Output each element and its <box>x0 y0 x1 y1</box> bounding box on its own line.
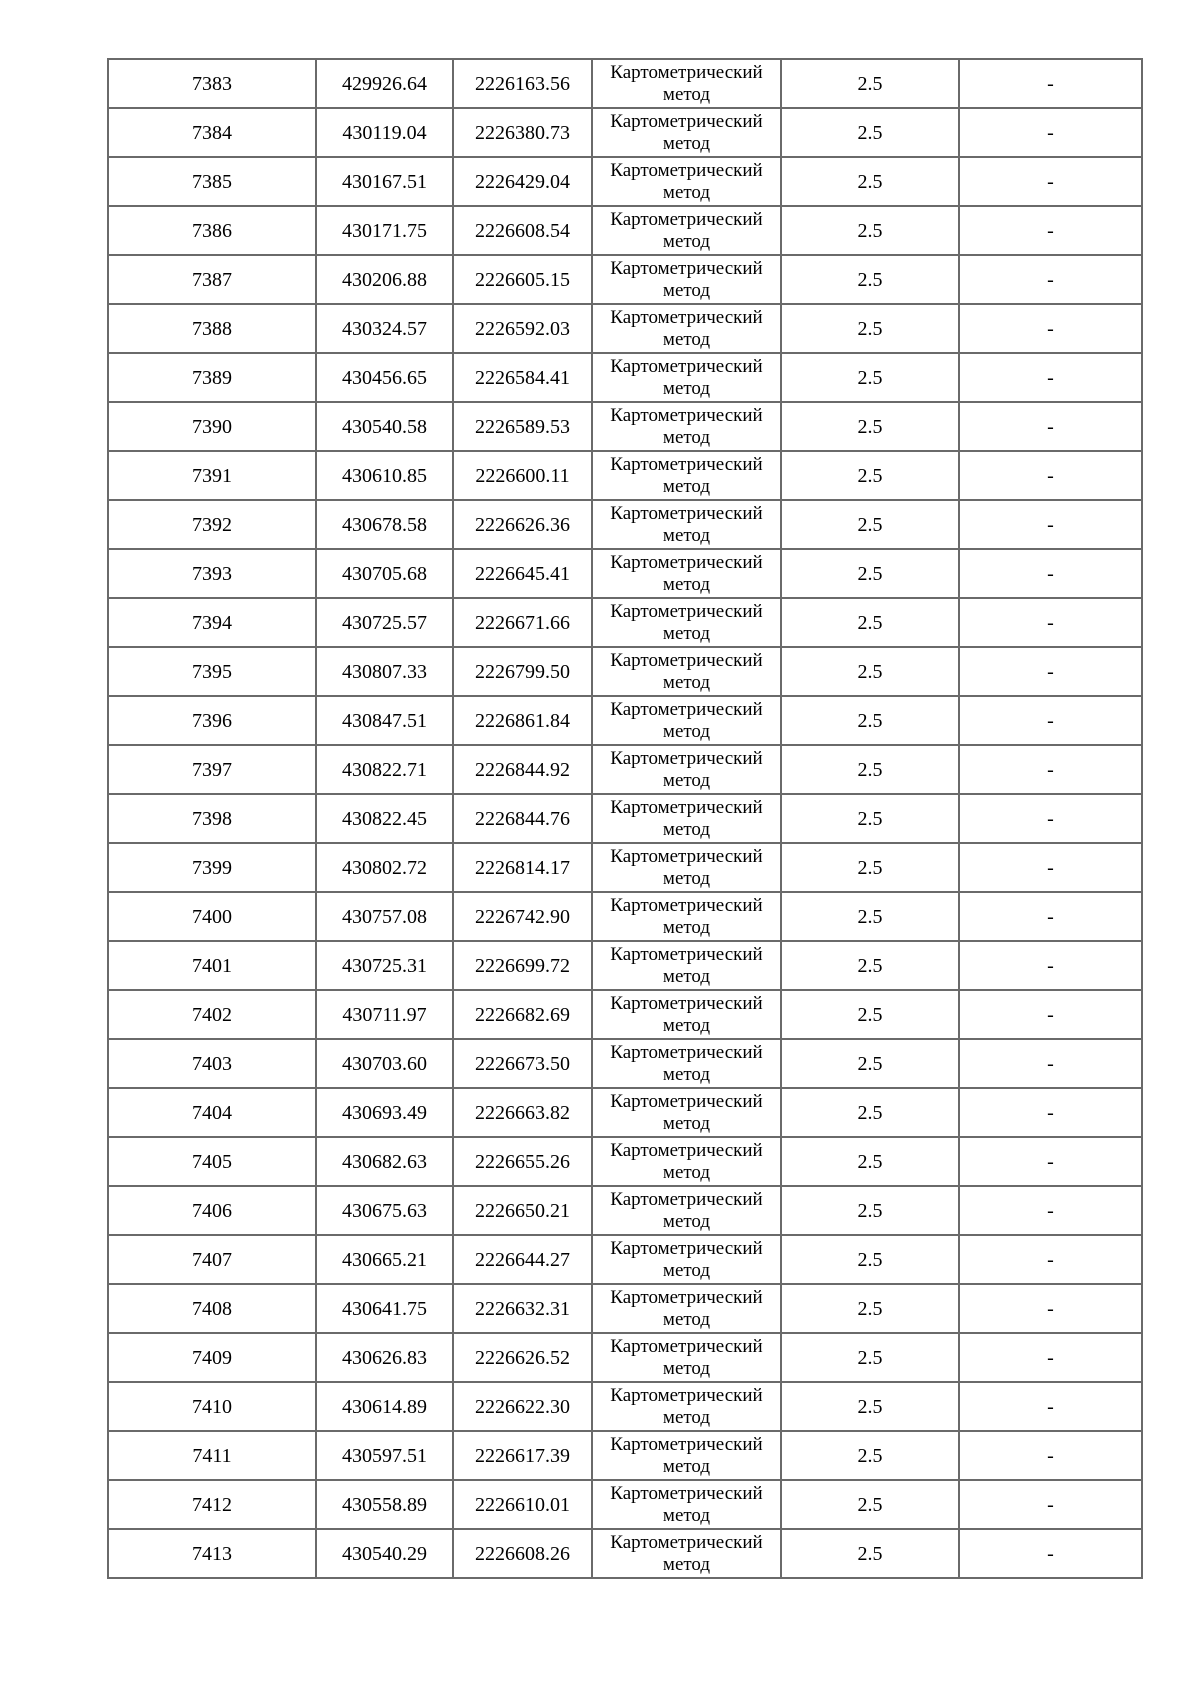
x-coordinate-cell: 430711.97 <box>316 990 453 1039</box>
note-cell: - <box>959 1284 1142 1333</box>
method-cell <box>592 206 781 255</box>
point-number-cell: 7384 <box>108 108 316 157</box>
note-cell: - <box>959 1333 1142 1382</box>
table-row <box>108 108 1142 157</box>
y-coordinate-cell: 2226605.15 <box>453 255 592 304</box>
y-coordinate-cell: 2226644.27 <box>453 1235 592 1284</box>
note-cell: - <box>959 157 1142 206</box>
y-coordinate-cell: 2226632.31 <box>453 1284 592 1333</box>
x-coordinate-cell: 430641.75 <box>316 1284 453 1333</box>
x-coordinate-cell: 430757.08 <box>316 892 453 941</box>
method-line-1: Картометрический <box>610 1090 763 1112</box>
table-row <box>108 1431 1142 1480</box>
method-cell <box>592 1529 781 1578</box>
method-line-1: Картометрический <box>610 404 763 426</box>
accuracy-cell: 2.5 <box>781 157 959 206</box>
y-coordinate-cell: 2226626.52 <box>453 1333 592 1382</box>
method-cell <box>592 255 781 304</box>
method-cell <box>592 1480 781 1529</box>
note-cell: - <box>959 1480 1142 1529</box>
method-cell <box>592 500 781 549</box>
method-line-2: метод <box>662 1014 711 1036</box>
method-cell <box>592 598 781 647</box>
x-coordinate-cell: 430665.21 <box>316 1235 453 1284</box>
point-number-cell: 7411 <box>108 1431 316 1480</box>
accuracy-cell: 2.5 <box>781 1529 959 1578</box>
x-coordinate-cell: 430540.29 <box>316 1529 453 1578</box>
note-cell: - <box>959 1039 1142 1088</box>
note-cell: - <box>959 990 1142 1039</box>
method-cell <box>592 1284 781 1333</box>
accuracy-cell: 2.5 <box>781 1039 959 1088</box>
note-cell: - <box>959 451 1142 500</box>
note-cell: - <box>959 745 1142 794</box>
method-line-2: метод <box>662 328 711 350</box>
table-row <box>108 157 1142 206</box>
x-coordinate-cell: 430206.88 <box>316 255 453 304</box>
method-cell <box>592 843 781 892</box>
coordinates-table <box>107 58 1143 1579</box>
method-line-2: метод <box>662 1259 711 1281</box>
x-coordinate-cell: 430822.71 <box>316 745 453 794</box>
x-coordinate-cell: 430802.72 <box>316 843 453 892</box>
method-line-2: метод <box>662 475 711 497</box>
y-coordinate-cell: 2226861.84 <box>453 696 592 745</box>
x-coordinate-cell: 430610.85 <box>316 451 453 500</box>
method-line-1: Картометрический <box>610 943 763 965</box>
y-coordinate-cell: 2226429.04 <box>453 157 592 206</box>
point-number-cell: 7397 <box>108 745 316 794</box>
method-line-1: Картометрический <box>610 1188 763 1210</box>
x-coordinate-cell: 430725.31 <box>316 941 453 990</box>
accuracy-cell: 2.5 <box>781 1480 959 1529</box>
method-line-2: метод <box>662 1553 711 1575</box>
table-row <box>108 892 1142 941</box>
y-coordinate-cell: 2226682.69 <box>453 990 592 1039</box>
table-row <box>108 255 1142 304</box>
x-coordinate-cell: 430705.68 <box>316 549 453 598</box>
method-line-2: метод <box>662 279 711 301</box>
accuracy-cell: 2.5 <box>781 59 959 108</box>
method-line-1: Картометрический <box>610 747 763 769</box>
method-cell <box>592 647 781 696</box>
x-coordinate-cell: 430693.49 <box>316 1088 453 1137</box>
coordinates-table-body <box>108 59 1142 1578</box>
accuracy-cell: 2.5 <box>781 1088 959 1137</box>
note-cell: - <box>959 892 1142 941</box>
note-cell: - <box>959 1382 1142 1431</box>
x-coordinate-cell: 430847.51 <box>316 696 453 745</box>
point-number-cell: 7398 <box>108 794 316 843</box>
table-row <box>108 500 1142 549</box>
accuracy-cell: 2.5 <box>781 549 959 598</box>
method-line-2: метод <box>662 524 711 546</box>
accuracy-cell: 2.5 <box>781 451 959 500</box>
point-number-cell: 7386 <box>108 206 316 255</box>
y-coordinate-cell: 2226380.73 <box>453 108 592 157</box>
point-number-cell: 7392 <box>108 500 316 549</box>
method-cell <box>592 1137 781 1186</box>
method-line-2: метод <box>662 83 711 105</box>
method-cell <box>592 1186 781 1235</box>
point-number-cell: 7401 <box>108 941 316 990</box>
y-coordinate-cell: 2226622.30 <box>453 1382 592 1431</box>
accuracy-cell: 2.5 <box>781 990 959 1039</box>
x-coordinate-cell: 430597.51 <box>316 1431 453 1480</box>
point-number-cell: 7396 <box>108 696 316 745</box>
point-number-cell: 7412 <box>108 1480 316 1529</box>
method-line-1: Картометрический <box>610 649 763 671</box>
accuracy-cell: 2.5 <box>781 108 959 157</box>
point-number-cell: 7387 <box>108 255 316 304</box>
table-row <box>108 1235 1142 1284</box>
accuracy-cell: 2.5 <box>781 1333 959 1382</box>
point-number-cell: 7402 <box>108 990 316 1039</box>
y-coordinate-cell: 2226650.21 <box>453 1186 592 1235</box>
method-line-2: метод <box>662 1357 711 1379</box>
point-number-cell: 7410 <box>108 1382 316 1431</box>
note-cell: - <box>959 1529 1142 1578</box>
point-number-cell: 7383 <box>108 59 316 108</box>
accuracy-cell: 2.5 <box>781 1137 959 1186</box>
note-cell: - <box>959 108 1142 157</box>
method-line-2: метод <box>662 1161 711 1183</box>
point-number-cell: 7391 <box>108 451 316 500</box>
method-cell <box>592 108 781 157</box>
note-cell: - <box>959 696 1142 745</box>
method-line-1: Картометрический <box>610 1237 763 1259</box>
y-coordinate-cell: 2226671.66 <box>453 598 592 647</box>
method-cell <box>592 157 781 206</box>
y-coordinate-cell: 2226584.41 <box>453 353 592 402</box>
table-row <box>108 451 1142 500</box>
table-row <box>108 353 1142 402</box>
table-row <box>108 304 1142 353</box>
method-line-1: Картометрический <box>610 992 763 1014</box>
point-number-cell: 7395 <box>108 647 316 696</box>
y-coordinate-cell: 2226655.26 <box>453 1137 592 1186</box>
y-coordinate-cell: 2226844.92 <box>453 745 592 794</box>
accuracy-cell: 2.5 <box>781 206 959 255</box>
table-row <box>108 598 1142 647</box>
method-line-2: метод <box>662 720 711 742</box>
method-cell <box>592 451 781 500</box>
y-coordinate-cell: 2226742.90 <box>453 892 592 941</box>
method-cell <box>592 1382 781 1431</box>
method-line-1: Картометрический <box>610 1286 763 1308</box>
method-line-1: Картометрический <box>610 894 763 916</box>
method-line-2: метод <box>662 1504 711 1526</box>
y-coordinate-cell: 2226663.82 <box>453 1088 592 1137</box>
note-cell: - <box>959 1137 1142 1186</box>
table-row <box>108 402 1142 451</box>
method-line-1: Картометрический <box>610 355 763 377</box>
point-number-cell: 7407 <box>108 1235 316 1284</box>
method-cell <box>592 304 781 353</box>
method-line-1: Картометрический <box>610 110 763 132</box>
method-cell <box>592 941 781 990</box>
point-number-cell: 7390 <box>108 402 316 451</box>
note-cell: - <box>959 549 1142 598</box>
method-cell <box>592 1333 781 1382</box>
method-line-1: Картометрический <box>610 502 763 524</box>
accuracy-cell: 2.5 <box>781 1431 959 1480</box>
table-row <box>108 1480 1142 1529</box>
method-line-2: метод <box>662 132 711 154</box>
method-line-1: Картометрический <box>610 453 763 475</box>
method-line-2: метод <box>662 230 711 252</box>
x-coordinate-cell: 430119.04 <box>316 108 453 157</box>
method-cell <box>592 745 781 794</box>
accuracy-cell: 2.5 <box>781 1284 959 1333</box>
y-coordinate-cell: 2226592.03 <box>453 304 592 353</box>
method-line-2: метод <box>662 1308 711 1330</box>
method-line-2: метод <box>662 1112 711 1134</box>
method-line-1: Картометрический <box>610 698 763 720</box>
y-coordinate-cell: 2226645.41 <box>453 549 592 598</box>
table-row <box>108 59 1142 108</box>
accuracy-cell: 2.5 <box>781 892 959 941</box>
y-coordinate-cell: 2226673.50 <box>453 1039 592 1088</box>
method-line-1: Картометрический <box>610 208 763 230</box>
method-cell <box>592 1235 781 1284</box>
method-cell <box>592 59 781 108</box>
method-line-1: Картометрический <box>610 551 763 573</box>
x-coordinate-cell: 430807.33 <box>316 647 453 696</box>
x-coordinate-cell: 430822.45 <box>316 794 453 843</box>
point-number-cell: 7403 <box>108 1039 316 1088</box>
note-cell: - <box>959 402 1142 451</box>
method-line-2: метод <box>662 426 711 448</box>
method-line-2: метод <box>662 622 711 644</box>
note-cell: - <box>959 206 1142 255</box>
table-row <box>108 1137 1142 1186</box>
table-row <box>108 647 1142 696</box>
y-coordinate-cell: 2226589.53 <box>453 402 592 451</box>
y-coordinate-cell: 2226608.26 <box>453 1529 592 1578</box>
y-coordinate-cell: 2226699.72 <box>453 941 592 990</box>
method-line-2: метод <box>662 1063 711 1085</box>
y-coordinate-cell: 2226610.01 <box>453 1480 592 1529</box>
table-row <box>108 696 1142 745</box>
y-coordinate-cell: 2226626.36 <box>453 500 592 549</box>
method-cell <box>592 1039 781 1088</box>
method-line-2: метод <box>662 573 711 595</box>
method-cell <box>592 990 781 1039</box>
method-cell <box>592 549 781 598</box>
y-coordinate-cell: 2226844.76 <box>453 794 592 843</box>
note-cell: - <box>959 1235 1142 1284</box>
method-cell <box>592 1431 781 1480</box>
note-cell: - <box>959 353 1142 402</box>
accuracy-cell: 2.5 <box>781 304 959 353</box>
method-line-1: Картометрический <box>610 1041 763 1063</box>
accuracy-cell: 2.5 <box>781 1235 959 1284</box>
note-cell: - <box>959 304 1142 353</box>
accuracy-cell: 2.5 <box>781 745 959 794</box>
method-line-2: метод <box>662 1406 711 1428</box>
y-coordinate-cell: 2226163.56 <box>453 59 592 108</box>
method-line-1: Картометрический <box>610 796 763 818</box>
method-cell <box>592 1088 781 1137</box>
accuracy-cell: 2.5 <box>781 941 959 990</box>
table-row <box>108 1333 1142 1382</box>
method-line-2: метод <box>662 769 711 791</box>
method-line-1: Картометрический <box>610 1335 763 1357</box>
method-line-1: Картометрический <box>610 159 763 181</box>
note-cell: - <box>959 59 1142 108</box>
point-number-cell: 7399 <box>108 843 316 892</box>
method-line-1: Картометрический <box>610 1384 763 1406</box>
table-row <box>108 1186 1142 1235</box>
point-number-cell: 7400 <box>108 892 316 941</box>
accuracy-cell: 2.5 <box>781 402 959 451</box>
accuracy-cell: 2.5 <box>781 353 959 402</box>
accuracy-cell: 2.5 <box>781 843 959 892</box>
point-number-cell: 7409 <box>108 1333 316 1382</box>
point-number-cell: 7404 <box>108 1088 316 1137</box>
point-number-cell: 7388 <box>108 304 316 353</box>
point-number-cell: 7405 <box>108 1137 316 1186</box>
note-cell: - <box>959 255 1142 304</box>
y-coordinate-cell: 2226608.54 <box>453 206 592 255</box>
table-row <box>108 1039 1142 1088</box>
method-line-2: метод <box>662 671 711 693</box>
x-coordinate-cell: 430682.63 <box>316 1137 453 1186</box>
x-coordinate-cell: 430324.57 <box>316 304 453 353</box>
y-coordinate-cell: 2226617.39 <box>453 1431 592 1480</box>
table-row <box>108 1284 1142 1333</box>
x-coordinate-cell: 430456.65 <box>316 353 453 402</box>
table-row <box>108 990 1142 1039</box>
method-line-2: метод <box>662 181 711 203</box>
accuracy-cell: 2.5 <box>781 647 959 696</box>
method-cell <box>592 353 781 402</box>
accuracy-cell: 2.5 <box>781 696 959 745</box>
point-number-cell: 7408 <box>108 1284 316 1333</box>
table-row <box>108 843 1142 892</box>
method-line-1: Картометрический <box>610 1139 763 1161</box>
x-coordinate-cell: 430725.57 <box>316 598 453 647</box>
x-coordinate-cell: 430678.58 <box>316 500 453 549</box>
point-number-cell: 7394 <box>108 598 316 647</box>
method-cell <box>592 892 781 941</box>
accuracy-cell: 2.5 <box>781 500 959 549</box>
method-line-1: Картометрический <box>610 1433 763 1455</box>
note-cell: - <box>959 843 1142 892</box>
method-line-1: Картометрический <box>610 306 763 328</box>
method-line-2: метод <box>662 965 711 987</box>
table-row <box>108 794 1142 843</box>
method-line-1: Картометрический <box>610 845 763 867</box>
y-coordinate-cell: 2226799.50 <box>453 647 592 696</box>
point-number-cell: 7389 <box>108 353 316 402</box>
method-line-2: метод <box>662 377 711 399</box>
method-cell <box>592 794 781 843</box>
method-line-1: Картометрический <box>610 1482 763 1504</box>
method-line-1: Картометрический <box>610 1531 763 1553</box>
x-coordinate-cell: 430540.58 <box>316 402 453 451</box>
table-row <box>108 745 1142 794</box>
table-row <box>108 1529 1142 1578</box>
note-cell: - <box>959 794 1142 843</box>
method-line-2: метод <box>662 867 711 889</box>
point-number-cell: 7413 <box>108 1529 316 1578</box>
note-cell: - <box>959 941 1142 990</box>
point-number-cell: 7406 <box>108 1186 316 1235</box>
method-cell <box>592 696 781 745</box>
note-cell: - <box>959 1088 1142 1137</box>
x-coordinate-cell: 430675.63 <box>316 1186 453 1235</box>
x-coordinate-cell: 430558.89 <box>316 1480 453 1529</box>
point-number-cell: 7393 <box>108 549 316 598</box>
accuracy-cell: 2.5 <box>781 1382 959 1431</box>
x-coordinate-cell: 430626.83 <box>316 1333 453 1382</box>
method-cell <box>592 402 781 451</box>
accuracy-cell: 2.5 <box>781 255 959 304</box>
note-cell: - <box>959 1431 1142 1480</box>
method-line-2: метод <box>662 818 711 840</box>
note-cell: - <box>959 500 1142 549</box>
x-coordinate-cell: 429926.64 <box>316 59 453 108</box>
method-line-1: Картометрический <box>610 257 763 279</box>
x-coordinate-cell: 430171.75 <box>316 206 453 255</box>
accuracy-cell: 2.5 <box>781 1186 959 1235</box>
accuracy-cell: 2.5 <box>781 598 959 647</box>
table-row <box>108 1088 1142 1137</box>
note-cell: - <box>959 1186 1142 1235</box>
method-line-2: метод <box>662 916 711 938</box>
y-coordinate-cell: 2226600.11 <box>453 451 592 500</box>
method-line-2: метод <box>662 1210 711 1232</box>
table-row <box>108 941 1142 990</box>
point-number-cell: 7385 <box>108 157 316 206</box>
y-coordinate-cell: 2226814.17 <box>453 843 592 892</box>
method-line-2: метод <box>662 1455 711 1477</box>
accuracy-cell: 2.5 <box>781 794 959 843</box>
x-coordinate-cell: 430167.51 <box>316 157 453 206</box>
method-line-1: Картометрический <box>610 61 763 83</box>
note-cell: - <box>959 647 1142 696</box>
table-row <box>108 1382 1142 1431</box>
table-row <box>108 549 1142 598</box>
note-cell: - <box>959 598 1142 647</box>
x-coordinate-cell: 430703.60 <box>316 1039 453 1088</box>
method-line-1: Картометрический <box>610 600 763 622</box>
x-coordinate-cell: 430614.89 <box>316 1382 453 1431</box>
table-row <box>108 206 1142 255</box>
